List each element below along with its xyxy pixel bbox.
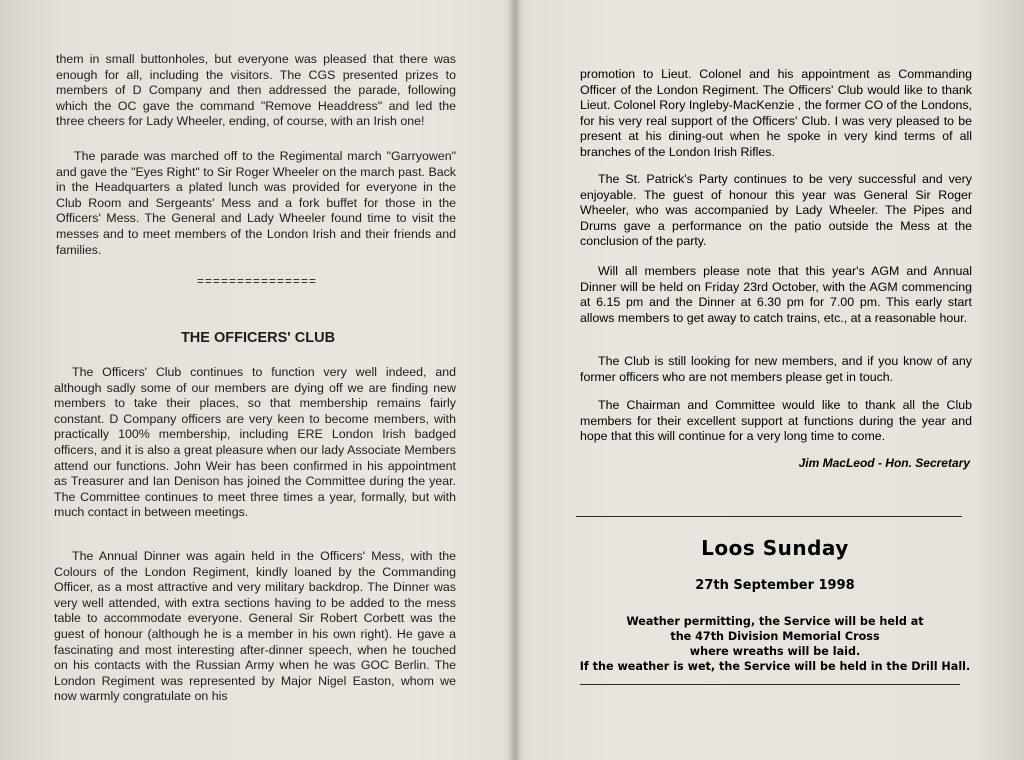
section-separator: ===============	[196, 274, 318, 288]
paragraph-thanks: The Chairman and Committee would like to thank all the Club members for their excellent support at functions during the year and hope that this will continue for a very long time to come.	[580, 398, 972, 444]
signature: Jim MacLeod - Hon. Secretary	[798, 456, 970, 470]
paragraph-st-patricks-party: The St. Patrick's Party continues to be very successful and very enjoyable. The guest of honour this year was General Sir Roger Wheeler, who was accompanied by Lady Wheeler. The Pipes and Drums gave a performance on the patio outside the Mess at the conclusion of the party.	[580, 172, 972, 249]
divider-bottom	[580, 684, 960, 685]
paragraph-officers-club: The Officers' Club continues to function very well indeed, and although sadly some of our members are dying off we are finding new members to take their places, so that membership remains fairly constant. D Company officers are very keen to become members, with practically 100% membership, including ERE London Irish badged officers, and it is also a great pleasure when our lady Associate Members attend our functions. John Weir has been confirmed in his appointment as Treasurer and Ian Denison has joined the Committee during the year. The Committee continues to meet three times a year, formally, but with much contact in between meetings.	[54, 365, 456, 520]
paragraph-annual-dinner: The Annual Dinner was again held in the Officers' Mess, with the Colours of the London Regiment, kindly loaned by the Commanding Officer, as a most attractive and very military backdrop. The Dinner was very well attended, with extra sections having to be added to the mess table to accommodate everyone. General Sir Robert Corbett was the guest of honour (although he is a member in his own right). He gave a fascinating and most interesting after-dinner speech, when he touched on his contacts with the Russian Army when he was GOC Berlin. The London Regiment was represented by Major Nigel Easton, whom we now warmly congratulate on his	[54, 549, 456, 704]
paragraph-new-members: The Club is still looking for new members, and if you know of any former officers who are not members please get in touch.	[580, 354, 972, 384]
loos-notice-line: If the weather is wet, the Service will be held in the Drill Hall.	[579, 660, 971, 673]
loos-sunday-date: 27th September 1998	[695, 578, 855, 593]
loos-sunday-title: Loos Sunday	[701, 536, 849, 560]
section-heading: THE OFFICERS' CLUB	[180, 330, 336, 346]
paragraph-promotion: promotion to Lieut. Colonel and his appointment as Commanding Officer of the London Regiment. The Officers' Club would like to thank Lieut. Colonel Rory Ingleby-MacKenzie , the former CO of the Londons, for his very real support of the Officers' Club. I was very pleased to be present at his dining-out when he spoke in very kind terms of all branches of the London Irish Rifles.	[580, 67, 972, 159]
paragraph-agm-notice: Will all members please note that this year's AGM and Annual Dinner will be held on Friday 23rd October, with the AGM commencing at 6.15 pm and the Dinner at 6.30 pm for 7.00 pm. This early start allows members to get away to catch trains, etc., at a reasonable hour.	[580, 264, 972, 325]
loos-notice-line: where wreaths will be laid.	[689, 645, 861, 658]
left-page	[0, 0, 510, 760]
loos-notice-line: Weather permitting, the Service will be held at	[626, 615, 924, 628]
paragraph-parade: The parade was marched off to the Regimental march "Garryowen" and gave the "Eyes Right" to Sir Roger Wheeler on the march past. Back in the Headquarters a plated lunch was provided for everyone in the Club Room and Sergeants' Mess and a fork buffet for those in the Officers' Mess. The General and Lady Wheeler found time to visit the messes and to meet members of the London Irish and their friends and families.	[56, 149, 456, 257]
paragraph-intro: them in small buttonholes, but everyone was pleased that there was enough for all, including the visitors. The CGS presented prizes to members of D Company and then addressed the parade, following which the OC gave the command "Remove Headdress" and led the three cheers for Lady Wheeler, ending, of course, with an Irish one!	[56, 52, 456, 129]
loos-notice-line: the 47th Division Memorial Cross	[670, 630, 880, 643]
divider-top	[576, 516, 962, 517]
